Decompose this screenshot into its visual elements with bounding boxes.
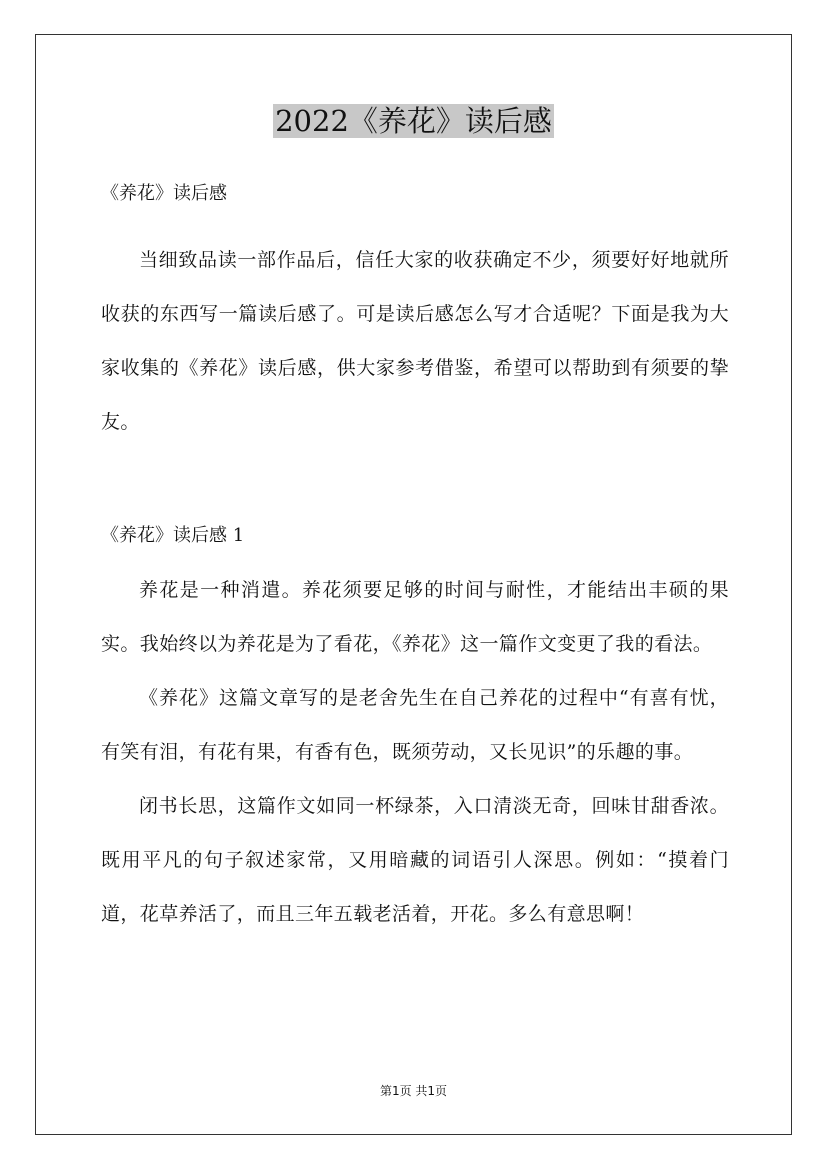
- intro-heading: 《养花》读后感: [101, 183, 227, 204]
- document-body: [101, 175, 729, 941]
- page-footer: 第1页 共1页: [379, 1084, 448, 1098]
- document-title: [0, 100, 827, 142]
- body-paragraph: 《养花》这篇文章写的是老舍先生在自己养花的过程中“有喜有忧，有笑有泪，有花有果，有香有色，既须劳动，又长见识”的乐趣的事。: [101, 687, 729, 763]
- intro-paragraph: 当细致品读一部作品后，信任大家的收获确定不少，须要好好地就所收获的东西写一篇读后感了。可是读后感怎么写才合适呢？下面是我为大家收集的《养花》读后感，供大家参考借鉴，希望可以帮助到有须要的挚友。: [101, 249, 729, 433]
- section-heading: 《养花》读后感 1: [101, 525, 245, 546]
- body-paragraph: 闭书长思，这篇作文如同一杯绿茶，入口清淡无奇，回味甘甜香浓。既用平凡的句子叙述家常，又用暗藏的词语引人深思。例如：“摸着门道，花草养活了，而且三年五载老活着，开花。多么有意思啊！: [101, 795, 729, 925]
- body-paragraph: 养花是一种消遣。养花须要足够的时间与耐性，才能结出丰硕的果实。我始终以为养花是为了看花，《养花》这一篇作文变更了我的看法。: [101, 579, 729, 655]
- document-title-text: 2022《养花》读后感: [275, 104, 552, 138]
